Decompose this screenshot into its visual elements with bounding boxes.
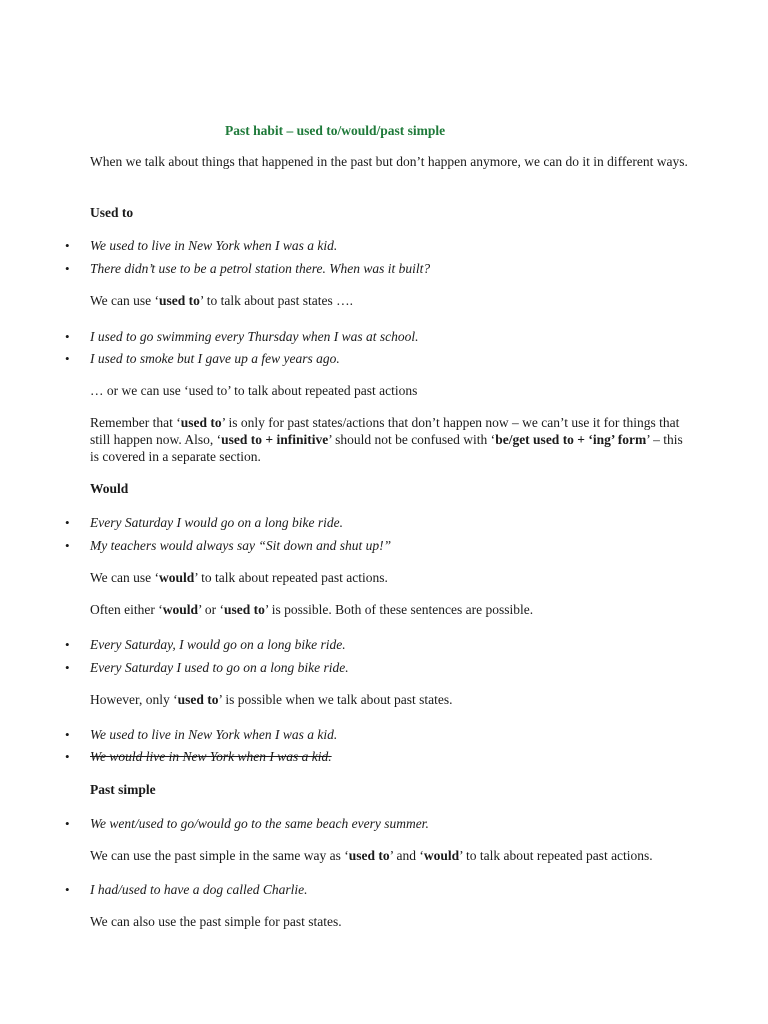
example-text: We used to live in New York when I was a kid. — [90, 727, 338, 742]
example-text: I used to go swimming every Thursday when I was at school. — [90, 329, 419, 344]
bullet-icon: • — [65, 882, 70, 897]
used-to-repeated-paragraph: … or we can use ‘used to’ to talk about repeated past actions — [90, 383, 418, 398]
bullet-icon: • — [65, 727, 70, 742]
bullet-icon: • — [65, 351, 70, 366]
example-text: We used to live in New York when I was a kid. — [90, 238, 338, 253]
example-text: Every Saturday, I would go on a long bike ride. — [90, 637, 346, 652]
used-to-states-paragraph: We can use ‘used to’ to talk about past states …. — [90, 293, 354, 308]
bullet-icon: • — [65, 749, 70, 764]
would-repeated-paragraph: We can use ‘would’ to talk about repeated past actions. — [90, 570, 388, 585]
bullet-icon: • — [65, 515, 70, 530]
example-text: I had/used to have a dog called Charlie. — [90, 882, 308, 897]
example-text: We went/used to go/would go to the same beach every summer. — [90, 816, 429, 831]
heading-would: Would — [90, 481, 129, 496]
example-text: Every Saturday I would go on a long bike ride. — [90, 515, 343, 530]
bullet-icon: • — [65, 660, 70, 675]
bullet-icon: • — [65, 261, 70, 276]
would-either-paragraph: Often either ‘would’ or ‘used to’ is possible. Both of these sentences are possible. — [90, 602, 534, 617]
heading-past-simple: Past simple — [90, 782, 156, 797]
example-text: My teachers would always say “Sit down and shut up!” — [90, 538, 392, 553]
remember-paragraph: Remember that ‘used to’ is only for past states/actions that don’t happen now – we can’t use it for things that still happen now. Also, ‘used to + infinitive’ should not be confused with ‘be/get used to + ‘ing’ form’ – this is covered in a separate section. — [90, 415, 683, 464]
example-text: There didn’t use to be a petrol station there. When was it built? — [90, 261, 431, 276]
past-simple-same-way-paragraph: We can use the past simple in the same way as ‘used to’ and ‘would’ to talk about repeated past actions. — [90, 848, 653, 863]
example-text: I used to smoke but I gave up a few years ago. — [90, 351, 340, 366]
example-text: Every Saturday I used to go on a long bike ride. — [90, 660, 349, 675]
however-paragraph: However, only ‘used to’ is possible when we talk about past states. — [90, 692, 453, 707]
bullet-icon: • — [65, 538, 70, 553]
bullet-icon: • — [65, 816, 70, 831]
heading-used-to: Used to — [90, 205, 134, 220]
page-title: Past habit – used to/would/past simple — [225, 123, 446, 138]
bullet-icon: • — [65, 637, 70, 652]
bullet-icon: • — [65, 238, 70, 253]
intro-paragraph: When we talk about things that happened in the past but don’t happen anymore, we can do it in different ways. — [90, 154, 688, 169]
past-simple-states-paragraph: We can also use the past simple for past states. — [90, 914, 342, 929]
bullet-icon: • — [65, 329, 70, 344]
incorrect-example-text: We would live in New York when I was a kid. — [90, 749, 332, 764]
